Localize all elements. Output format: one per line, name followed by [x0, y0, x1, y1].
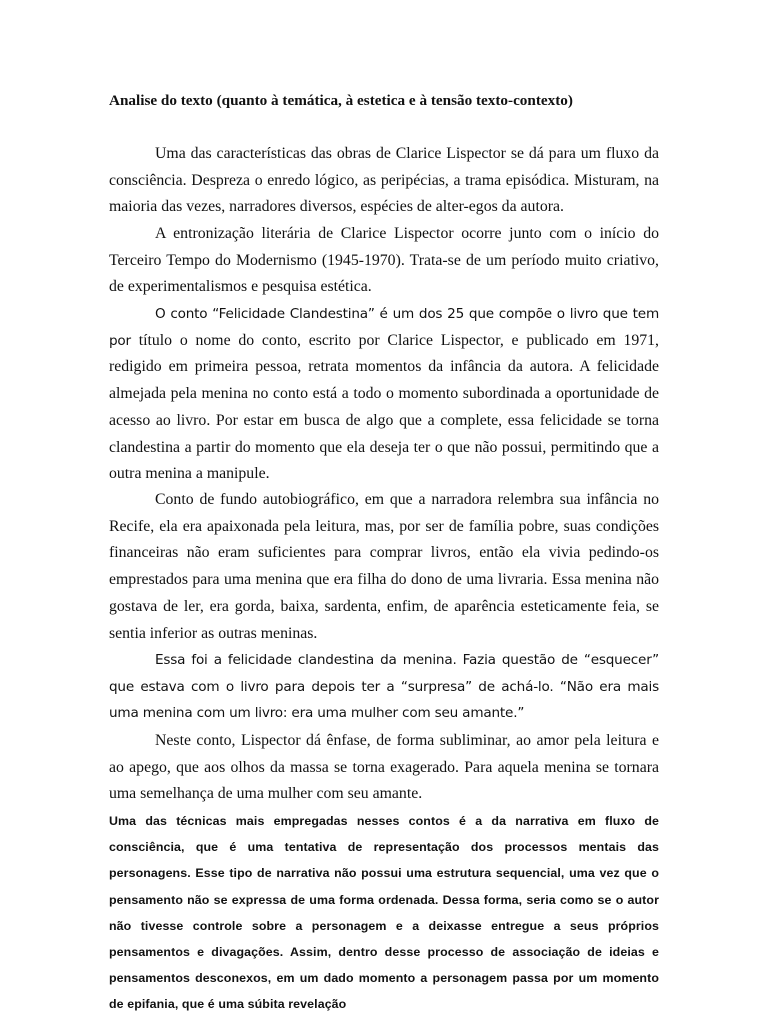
document-title: Analise do texto (quanto à temática, à estetica e à tensão texto-contexto): [109, 92, 573, 109]
paragraph-felicidade-menina: Essa foi a felicidade clandestina da menina. Fazia questão de “esquecer” que estava com o livro para depois ter a “surpresa” de achá-lo. “Não era mais uma menina com um livro: era uma mulher com seu amante.”: [109, 652, 659, 722]
paragraph-tecnica-narrativa: Uma das técnicas mais empregadas nesses contos é a da narrativa em fluxo de consciência, que é uma tentativa de representação dos processos mentais das personagens. Esse tipo de narrativa não possui uma estrutura sequencial, uma vez que o pensamento não se expressa de uma forma ordenada. Dessa forma, seria como se o autor não tivesse controle sobre a personagem e a deixasse entregue a seus próprios pensamentos e divagações. Assim, dentro desse processo de associação de ideias e pensamentos desconexos, em um dado momento a personagem passa por um momento de epifania, que é uma súbita revelação: [109, 814, 659, 1012]
paragraph-lispector-enfase: Neste conto, Lispector dá ênfase, de forma subliminar, ao amor pela leitura e ao apego, que aos olhos da massa se torna exagerado. Para aquela menina se tornara uma semelhança de uma mulher com seu amante.: [109, 732, 659, 803]
paragraph-felicidade-clandestina: [109, 301, 659, 488]
paragraph-entronizacao: A entronização literária de Clarice Lispector ocorre junto com o início do Terceiro Tempo do Modernismo (1945-1970). Trata-se de um período muito criativo, de experimentalismos e pesquisa estética.: [109, 225, 659, 296]
paragraph-felicidade-rest: título o nome do conto, escrito por Clarice Lispector, e publicado em 1971, redigido em primeira pessoa, retrata momentos da infância da autora. A felicidade almejada pela menina no conto está a todo o momento subordinada a oportunidade de acesso ao livro. Por estar em busca de algo que a complete, essa felicidade se torna clandestina a partir do momento que ela deseja ter o que não possui, permitindo que a outra menina a manipule.: [109, 331, 659, 483]
paragraph-conto-autobiografico: Conto de fundo autobiográfico, em que a narradora relembra sua infância no Recife, ela era apaixonada pela leitura, mas, por ser de família pobre, suas condições financeiras não eram suficientes para comprar livros, então ela vivia pedindo-os emprestados para uma menina que era filha do dono de uma livraria. Essa menina não gostava de ler, era gorda, baixa, sardenta, enfim, de aparência esteticamente feia, se sentia inferior as outras meninas.: [109, 491, 659, 642]
paragraph-felicidade-first-line: O conto “Felicidade Clandestina” é um dos 25 que compõe o livro que tem por: [109, 306, 659, 349]
paragraph-fluxo-consciencia: Uma das características das obras de Clarice Lispector se dá para um fluxo da consciência. Despreza o enredo lógico, as peripécias, a trama episódica. Misturam, na maioria das vezes, narradores diversos, espécies de alter-egos da autora.: [109, 145, 659, 216]
